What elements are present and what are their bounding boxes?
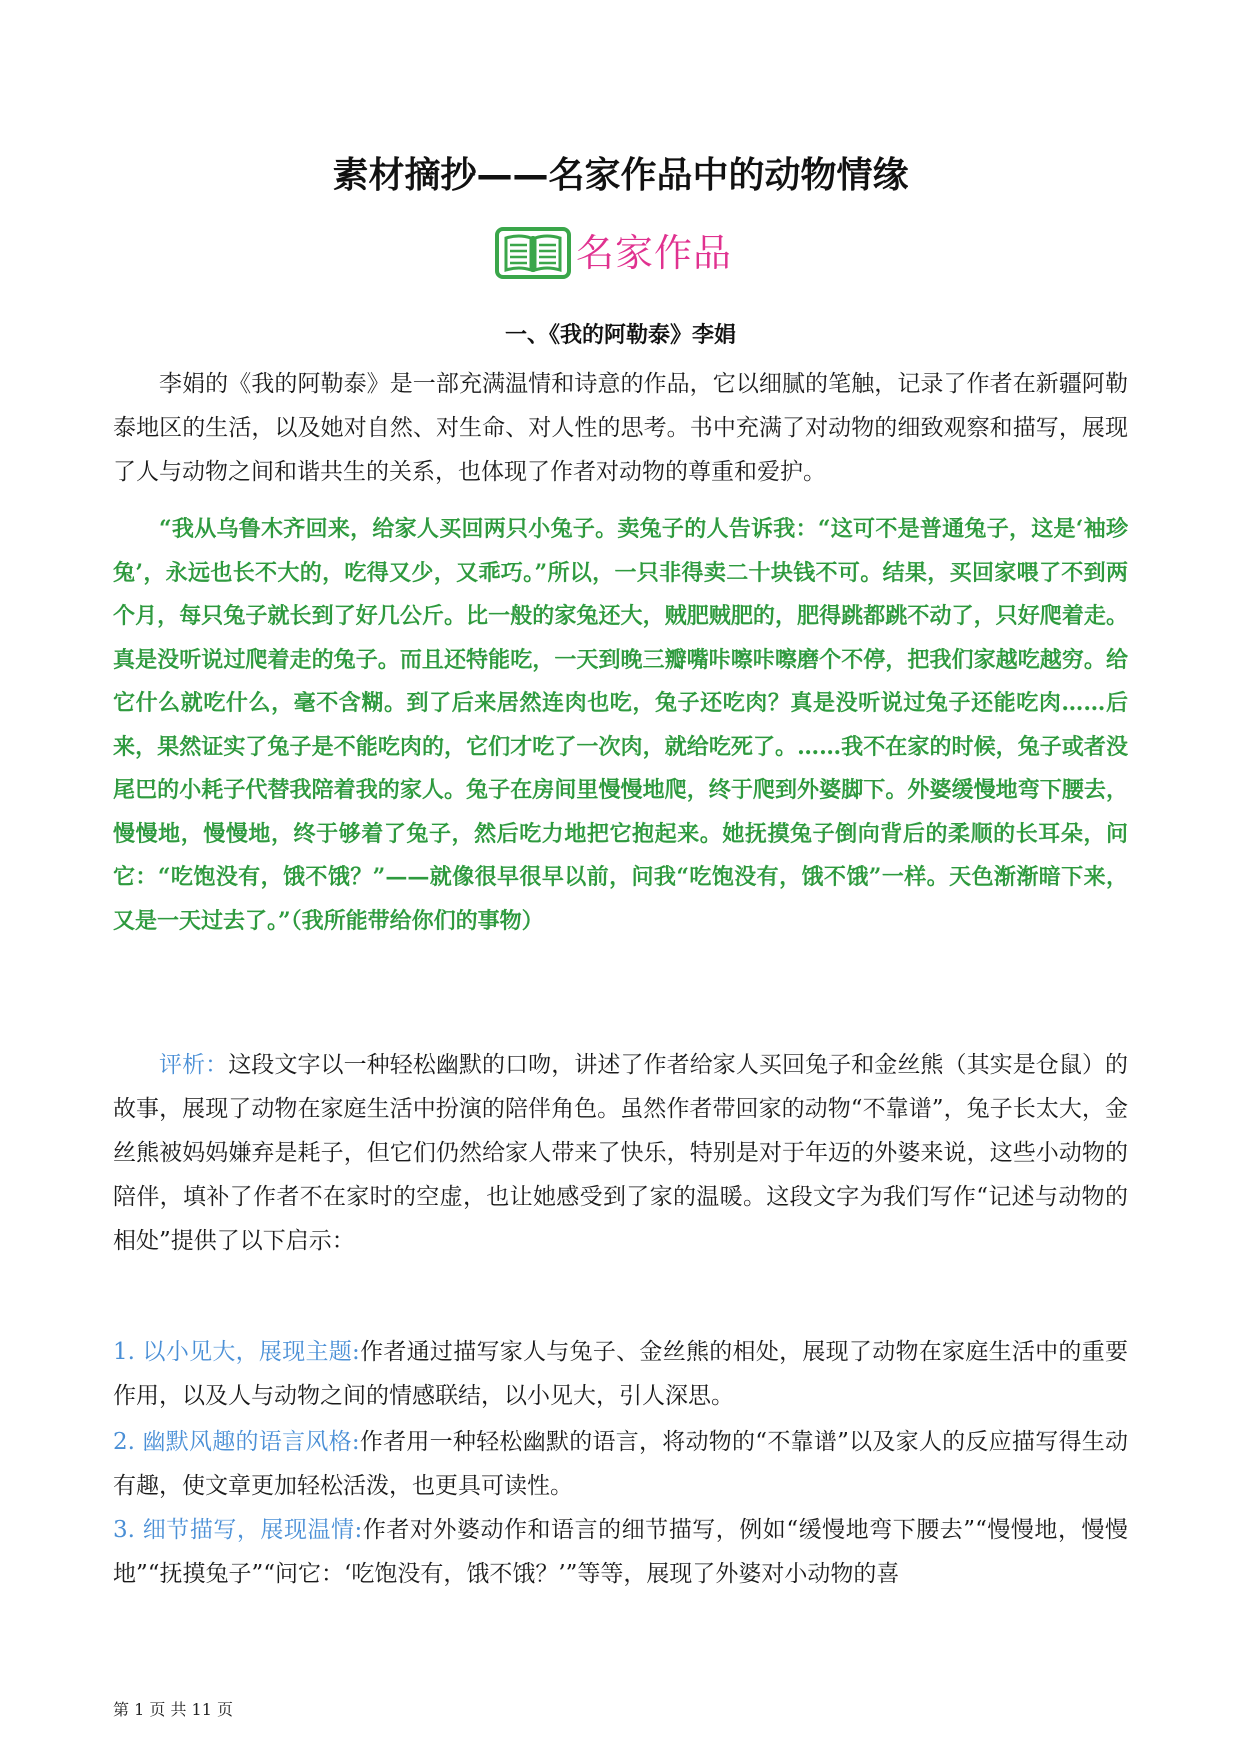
banner-label: 名家作品 bbox=[576, 231, 733, 275]
intro-paragraph: 李娟的《我的阿勒泰》是一部充满温情和诗意的作品，它以细腻的笔触，记录了作者在新疆阿勒泰地区的生活，以及她对自然、对生命、对人性的思考。书中充满了对动物的细致观察和描写，展现了人与动物之间和谐共生的关系，也体现了作者对动物的尊重和爱护。 bbox=[113, 371, 1128, 485]
point-2 bbox=[113, 1420, 1128, 1508]
point-text: 作者对外婆动作和语言的细节描写，例如“缓慢地弯下腰去”“慢慢地，慢慢地”“抚摸兔子”“问它：‘吃饱没有，饿不饿？’”等等，展现了外婆对小动物的喜 bbox=[113, 1517, 1128, 1587]
analysis-paragraph bbox=[113, 1043, 1128, 1263]
analysis-label: 评析： bbox=[159, 1052, 229, 1078]
open-book-icon bbox=[494, 226, 572, 280]
point-label: 1. 以小见大，展现主题: bbox=[113, 1339, 360, 1365]
point-text: 作者用一种轻松幽默的语言，将动物的“不靠谱”以及家人的反应描写得生动有趣，使文章更加轻松活泼，也更具可读性。 bbox=[113, 1429, 1128, 1499]
page-footer: 第 1 页 共 11 页 bbox=[113, 1700, 233, 1719]
analysis-text: 这段文字以一种轻松幽默的口吻，讲述了作者给家人买回兔子和金丝熊（其实是仓鼠）的故事，展现了动物在家庭生活中扮演的陪伴角色。虽然作者带回家的动物“不靠谱”，兔子长太大，金丝熊被妈妈嫌弃是耗子，但它们仍然给家人带来了快乐，特别是对于年迈的外婆来说，这些小动物的陪伴，填补了作者不在家时的空虚，也让她感受到了家的温暖。这段文字为我们写作“记述与动物的相处”提供了以下启示： bbox=[113, 1052, 1129, 1254]
point-3 bbox=[113, 1508, 1128, 1596]
point-label: 2. 幽默风趣的语言风格: bbox=[113, 1429, 360, 1455]
section-banner bbox=[494, 225, 732, 281]
point-label: 3. 细节描写，展现温情: bbox=[113, 1517, 363, 1543]
point-1 bbox=[113, 1330, 1128, 1418]
section-heading: 一、《我的阿勒泰》李娟 bbox=[504, 322, 736, 348]
point-text: 作者通过描写家人与兔子、金丝熊的相处，展现了动物在家庭生活中的重要作用，以及人与动物之间的情感联结，以小见大，引人深思。 bbox=[113, 1339, 1128, 1409]
page-title: 素材摘抄——名家作品中的动物情缘 bbox=[332, 155, 909, 196]
quote-paragraph: “我从乌鲁木齐回来，给家人买回两只小兔子。卖兔子的人告诉我：“这可不是普通兔子，这是‘袖珍兔’，永远也长不大的，吃得又少，又乖巧。”所以，一只非得卖二十块钱不可。结果，买回家喂了不到两个月，每只兔子就长到了好几公斤。比一般的家兔还大，贼肥贼肥的，肥得跳都跳不动了，只好爬着走。真是没听说过爬着走的兔子。而且还特能吃，一天到晚三瓣嘴咔嚓咔嚓磨个不停，把我们家越吃越穷。给它什么就吃什么，毫不含糊。到了后来居然连肉也吃，兔子还吃肉？真是没听说过兔子还能吃肉……后来，果然证实了兔子是不能吃肉的，它们才吃了一次肉，就给吃死了。……我不在家的时候，兔子或者没尾巴的小耗子代替我陪着我的家人。兔子在房间里慢慢地爬，终于爬到外婆脚下。外婆缓慢地弯下腰去，慢慢地，慢慢地，终于够着了兔子，然后吃力地把它抱起来。她抚摸兔子倒向背后的柔顺的长耳朵，问它：“吃饱没有，饿不饿？”——就像很早很早以前，问我“吃饱没有，饿不饿”一样。天色渐渐暗下来，又是一天过去了。”（我所能带给你们的事物） bbox=[113, 516, 1128, 934]
